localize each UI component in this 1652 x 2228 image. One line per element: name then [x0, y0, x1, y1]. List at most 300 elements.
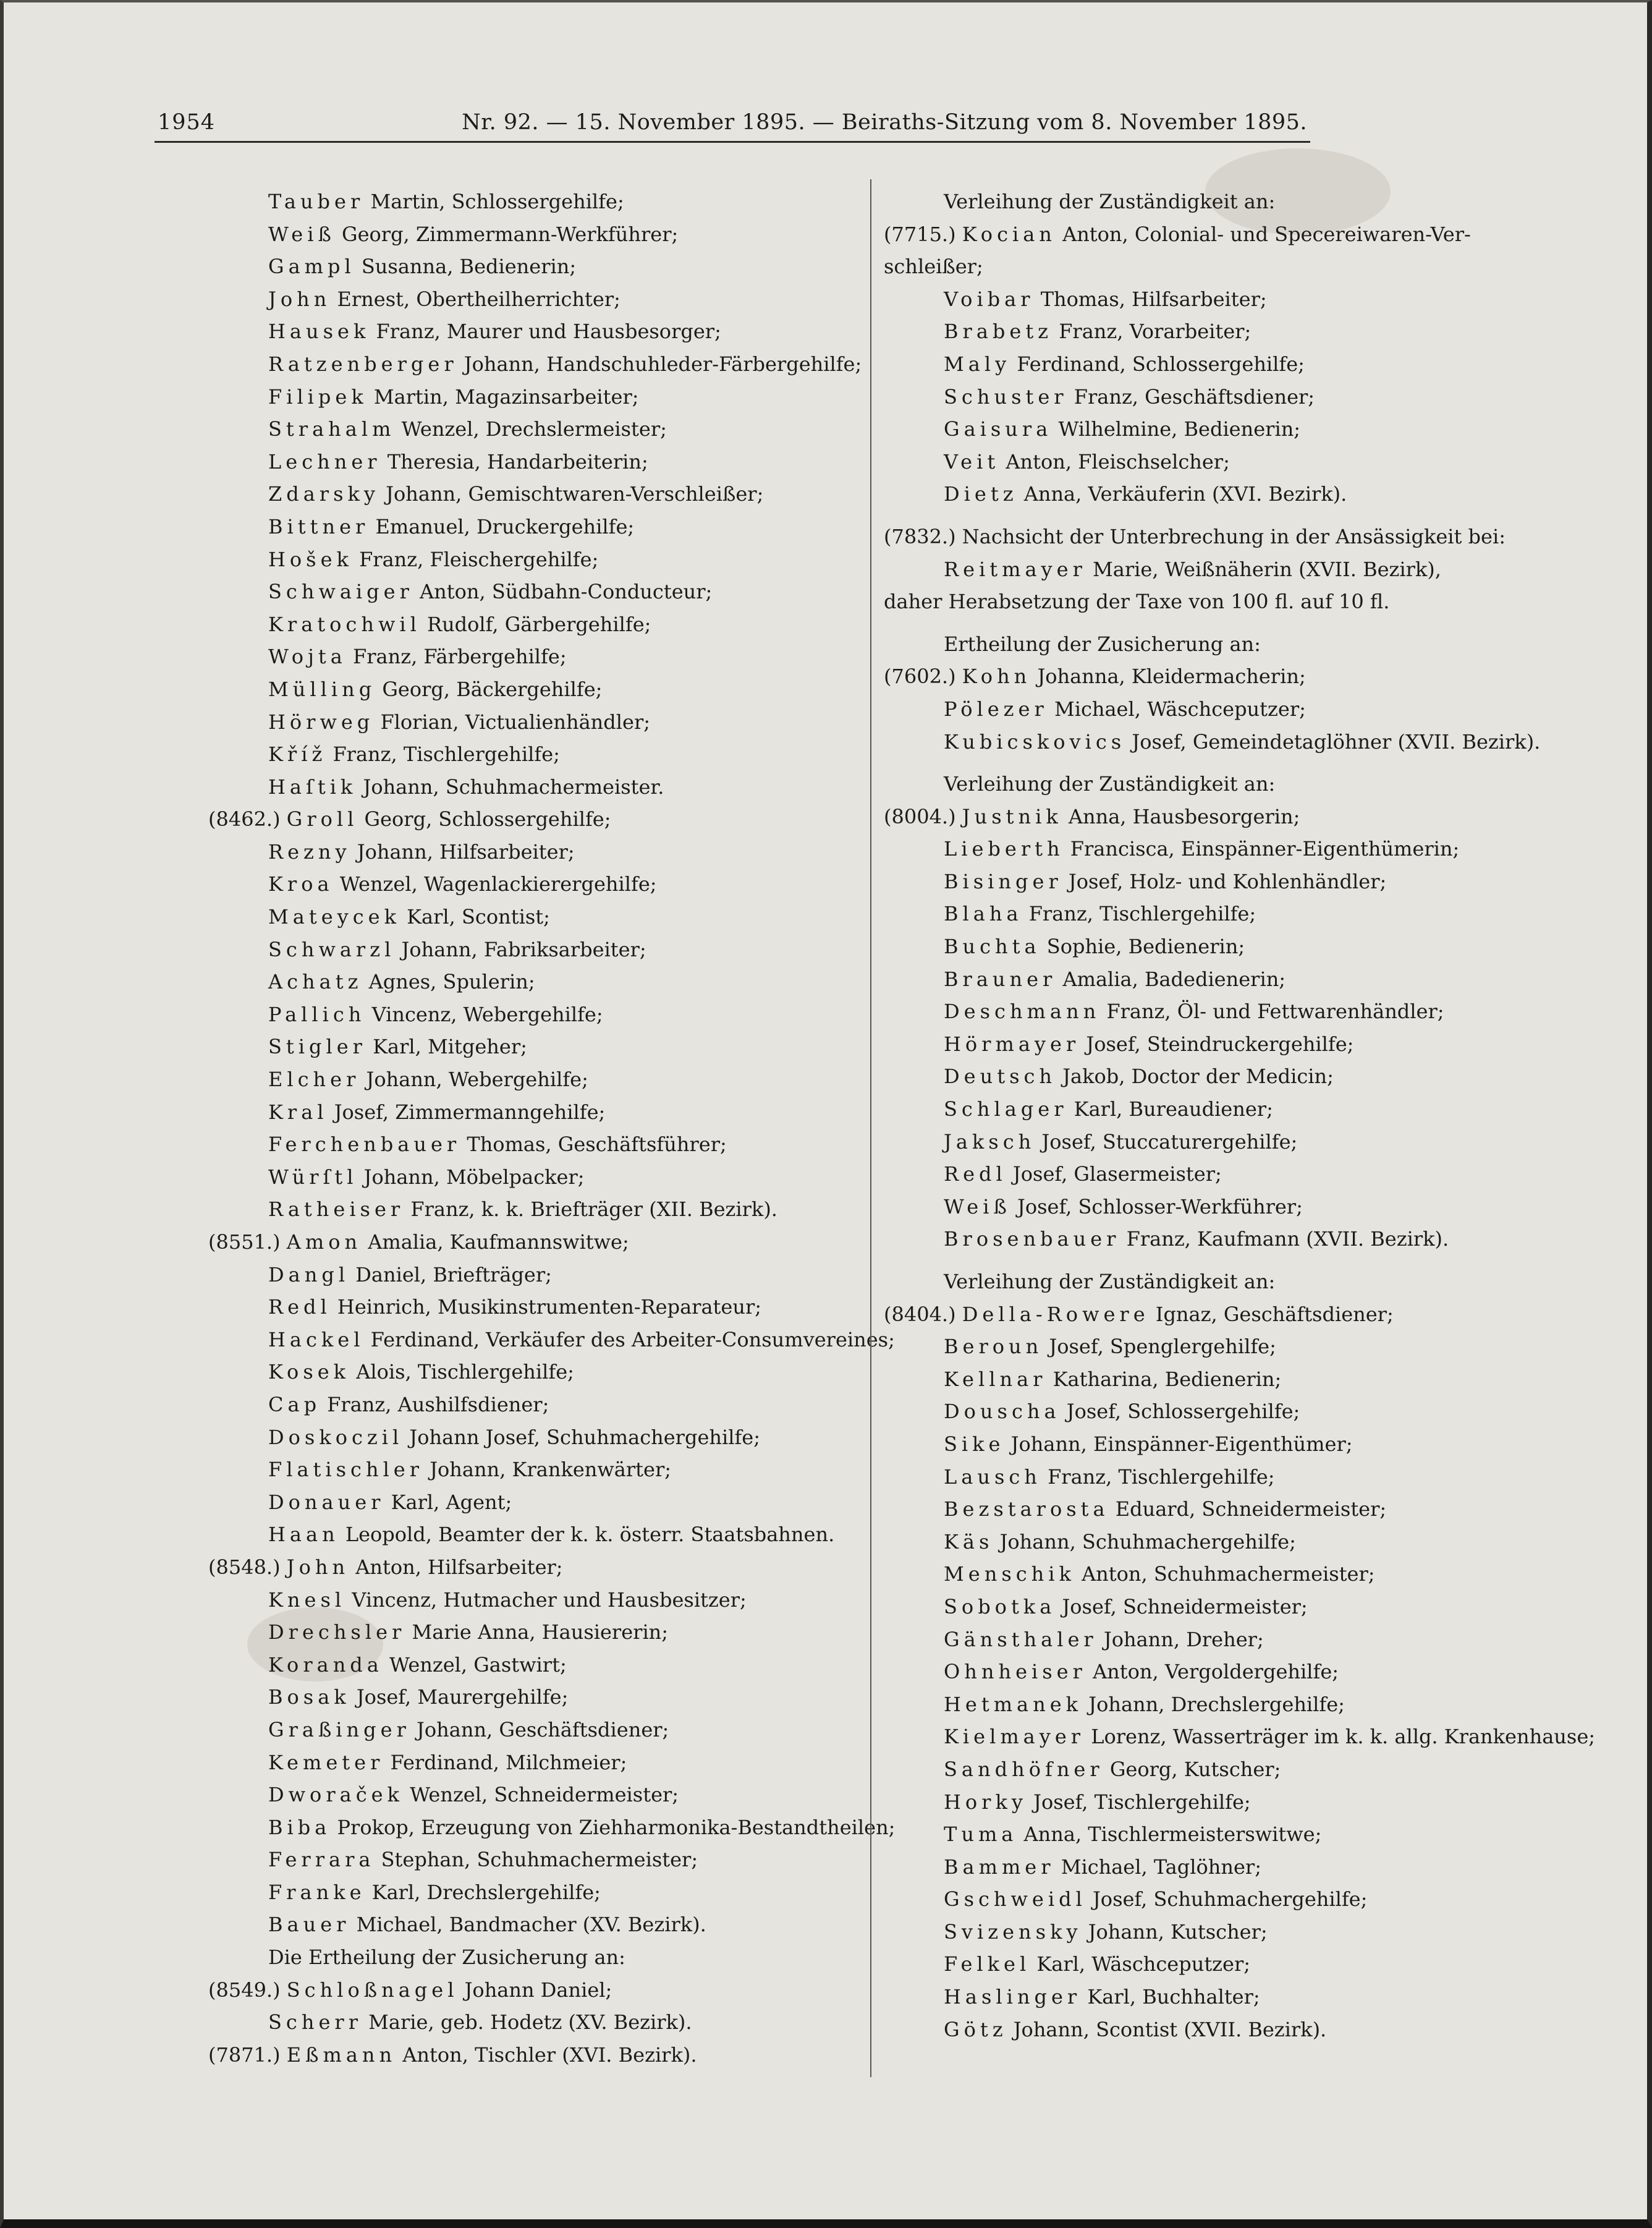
entry-surname: Ferrara [268, 1848, 375, 1872]
entry-surname: Lausch [944, 1465, 1041, 1489]
entry-details: Marie, Weißnäherin (XVII. Bezirk), [1093, 557, 1441, 581]
list-entry [884, 1591, 1598, 1623]
entry-details: Ferdinand, Verkäufer des Arbeiter-Consumvereines; [370, 1327, 895, 1351]
entry-number: (8004.) [884, 804, 956, 828]
entry-surname: Redl [944, 1162, 1007, 1186]
entry-details: Susanna, Bedienerin; [361, 255, 577, 279]
list-entry [208, 250, 845, 283]
entry-number: (8549.) [208, 1978, 281, 2002]
section-heading: Die Ertheilung der Zusicherung an: [268, 1945, 625, 1970]
list-entry [208, 1324, 895, 1356]
entry-surname: Eßmann [286, 2043, 397, 2067]
entry-surname: Jaksch [944, 1129, 1036, 1154]
entry-details: Anna, Tischlermeisterswitwe; [1023, 1822, 1322, 1847]
list-entry [884, 1493, 1598, 1526]
list-entry [884, 1126, 1598, 1159]
list-entry [208, 1974, 845, 2007]
entry-details: Jakob, Doctor der Medicin; [1062, 1065, 1334, 1089]
entry-details: Michael, Bandmacher (XV. Bezirk). [356, 1913, 706, 1937]
list-entry [884, 1916, 1598, 1949]
entry-surname: Gschweidl [944, 1887, 1087, 1911]
entry-details: Johann, Krankenwärter; [430, 1458, 672, 1482]
entry-details: Karl, Drechslergehilfe; [371, 1880, 601, 1904]
entry-details: Franz, Aushilfsdiener; [327, 1392, 549, 1416]
entry-details: Franz, k. k. Briefträger (XII. Bezirk). [410, 1197, 777, 1222]
entry-surname: Filipek [268, 385, 368, 409]
entry-surname: Bosak [268, 1685, 350, 1709]
entry-number: (7832.) [884, 524, 956, 548]
entry-details: Ferdinand, Schlossergehilfe; [1017, 352, 1305, 376]
entry-details: Francisca, Einspänner-Eigenthümerin; [1070, 837, 1460, 861]
list-entry [884, 930, 1598, 963]
entry-details: Josef, Stuccaturergehilfe; [1041, 1129, 1298, 1154]
list-entry [884, 478, 1598, 511]
entry-surname: Brabetz [944, 320, 1053, 344]
list-entry [884, 1298, 1598, 1331]
list-entry [884, 726, 1598, 759]
list-entry [884, 801, 1598, 833]
entry-details: Georg, Kutscher; [1109, 1757, 1281, 1781]
list-entry [208, 771, 845, 804]
entry-surname: Kielmayer [944, 1725, 1085, 1749]
section-heading: Verleihung der Zuständigkeit an: [944, 190, 1276, 213]
list-entry [884, 693, 1598, 726]
page-number: 1954 [158, 110, 216, 135]
list-entry [884, 1428, 1598, 1461]
list-entry [208, 1226, 845, 1259]
entry-surname: Ratzenberger [268, 352, 458, 376]
entry-surname: Donauer [268, 1490, 385, 1514]
list-entry [208, 446, 845, 478]
entry-details: Johann Josef, Schuhmachergehilfe; [409, 1425, 761, 1449]
entry-details: Johann, Webergehilfe; [366, 1068, 588, 1092]
list-entry [208, 381, 845, 414]
entry-surname: Hetmanek [944, 1692, 1083, 1716]
entry-details: Ferdinand, Milchmeier; [390, 1750, 627, 1774]
entry-details: Josef, Gemeindetaglöhner (XVII. Bezirk). [1132, 729, 1541, 754]
list-entry [884, 315, 1598, 348]
entry-details: Wenzel, Drechslermeister; [401, 417, 667, 441]
entry-details: Amalia, Badedienerin; [1062, 967, 1286, 991]
entry-surname: Schloßnagel [286, 1978, 459, 2002]
entry-surname: Hošek [268, 547, 353, 571]
entry-surname: John [268, 287, 331, 311]
entry-details: Georg, Zimmermann-Werkführer; [342, 222, 679, 246]
entry-surname: Ferchenbauer [268, 1133, 461, 1157]
entry-details: Johann, Kutscher; [1088, 1920, 1268, 1944]
list-entry [208, 348, 862, 381]
list-entry [208, 933, 845, 966]
entry-surname: Maly [944, 352, 1011, 376]
list-entry [208, 1031, 845, 1063]
entry-details: Franz, Tischlergehilfe; [1028, 902, 1256, 926]
entry-details: Alois, Tischlergehilfe; [356, 1360, 574, 1384]
list-entry [884, 1720, 1598, 1753]
entry-surname: Zdarsky [268, 482, 379, 506]
entry-details: Wenzel, Schneidermeister; [410, 1783, 679, 1807]
list-entry [884, 1028, 1598, 1061]
entry-surname: Pallich [268, 1002, 366, 1026]
entry-details: Josef, Spenglergehilfe; [1049, 1335, 1276, 1359]
entry-surname: Haslinger [944, 1985, 1082, 2009]
entry-surname: Wojta [268, 645, 347, 669]
entry-surname: Hörweg [268, 710, 375, 734]
entry-details: Heinrich, Musikinstrumenten-Reparateur; [337, 1295, 762, 1319]
entry-details: Anton, Südbahn-Conducteur; [420, 580, 713, 604]
list-entry [208, 1161, 845, 1194]
entry-surname: Knesl [268, 1588, 346, 1612]
entry-surname: Kosek [268, 1360, 350, 1384]
column-divider [870, 179, 871, 2077]
entry-details: Stephan, Schuhmachermeister; [381, 1848, 698, 1872]
list-entry [208, 738, 845, 771]
entry-surname: Justnik [962, 804, 1062, 828]
entry-surname: Cap [268, 1392, 321, 1416]
entry-number: (8462.) [208, 807, 281, 831]
entry-surname: Schlager [944, 1097, 1068, 1121]
entry-details: Karl, Scontist; [407, 905, 550, 929]
entry-details: Josef, Tischlergehilfe; [1033, 1790, 1251, 1814]
list-entry [884, 283, 1598, 316]
entry-details: Daniel, Briefträger; [355, 1262, 552, 1286]
entry-details: Franz, Fleischergehilfe; [359, 547, 599, 571]
entry-surname: Götz [944, 2017, 1007, 2041]
entry-details: Karl, Mitgeher; [373, 1035, 527, 1059]
list-entry [208, 315, 845, 348]
entry-surname: Felkel [944, 1952, 1031, 1976]
entry-details: Johann, Drechslergehilfe; [1088, 1692, 1345, 1716]
entry-surname: Dworaček [268, 1783, 404, 1807]
entry-surname: Reitmayer [944, 557, 1087, 581]
entry-details: Theresia, Handarbeiterin; [387, 449, 648, 474]
entry-details: Johann, Dreher; [1103, 1627, 1264, 1651]
list-entry [208, 478, 845, 511]
entry-surname: Gaisura [944, 417, 1053, 441]
entry-details: Michael, Taglöhner; [1061, 1855, 1261, 1879]
list-entry [208, 543, 845, 576]
entry-surname: Svizensky [944, 1920, 1082, 1944]
list-entry [208, 1616, 845, 1649]
entry-surname: Bezstarosta [944, 1497, 1109, 1521]
entry-details: Johann, Handschuhleder-Färbergehilfe; [464, 352, 862, 376]
entry-details: Josef, Glasermeister; [1012, 1162, 1222, 1186]
continuation-line: schleißer; [884, 255, 983, 279]
entry-surname: Flatischler [268, 1458, 424, 1482]
entry-details: Agnes, Spulerin; [368, 970, 535, 994]
entry-surname: Achatz [268, 970, 363, 994]
entry-surname: Gänsthaler [944, 1627, 1098, 1651]
entry-details: Franz, Tischlergehilfe; [1048, 1465, 1275, 1489]
entry-surname: Kellnar [944, 1367, 1047, 1391]
entry-details: Florian, Victualienhändler; [380, 710, 651, 734]
entry-details: Amalia, Kaufmannswitwe; [368, 1230, 629, 1254]
list-entry [208, 640, 845, 673]
entry-details: Katharina, Bedienerin; [1053, 1367, 1282, 1391]
entry-details: Franz, Vorarbeiter; [1059, 320, 1252, 344]
entry-details: Rudolf, Gärbergehilfe; [426, 612, 651, 636]
entry-number: (8551.) [208, 1230, 281, 1254]
list-entry [208, 1908, 845, 1941]
entry-surname: Tauber [268, 190, 365, 213]
entry-details: Franz, Färbergehilfe; [353, 645, 567, 669]
paragraph-gap [884, 1256, 1598, 1265]
entry-details: Josef, Schlosser-Werkführer; [1017, 1194, 1303, 1218]
entry-surname: Sobotka [944, 1594, 1056, 1618]
list-entry [208, 1193, 845, 1226]
entry-surname: Koranda [268, 1652, 383, 1677]
entry-surname: Ratheiser [268, 1197, 405, 1222]
entry-surname: Haſtik [268, 775, 357, 799]
entry-details: Franz, Maurer und Hausbesorger; [376, 320, 721, 344]
entry-details: Anton, Tischler (XVI. Bezirk). [402, 2043, 697, 2067]
entry-surname: John [286, 1555, 350, 1579]
list-entry [884, 1526, 1598, 1558]
entry-surname: Bittner [268, 514, 370, 538]
list-entry [208, 1843, 845, 1876]
entry-details: Anton, Schuhmachermeister; [1082, 1562, 1375, 1586]
list-entry [884, 1158, 1598, 1191]
entry-surname: Bisinger [944, 869, 1062, 893]
list-entry [208, 836, 845, 869]
entry-details: Thomas, Geschäftsführer; [467, 1133, 727, 1157]
entry-surname: Kemeter [268, 1750, 384, 1774]
entry-surname: Schwarzl [268, 937, 396, 961]
entry-surname: Beroun [944, 1335, 1043, 1359]
section-heading: Verleihung der Zuständigkeit an: [944, 1270, 1276, 1293]
list-entry [884, 1060, 1598, 1093]
entry-details: Johann, Scontist (XVII. Bezirk). [1013, 2017, 1327, 2041]
entry-details: Johann, Schuhmachermeister. [363, 775, 664, 799]
entry-surname: Kříž [268, 742, 327, 767]
entry-details: Michael, Wäschceputzer; [1054, 697, 1306, 721]
entry-details: Johann, Fabriksarbeiter; [401, 937, 646, 961]
entry-details: Anna, Hausbesorgerin; [1068, 804, 1300, 828]
list-entry [208, 1779, 845, 1811]
entry-surname: Douscha [944, 1400, 1061, 1424]
entry-details: Karl, Bureaudiener; [1074, 1097, 1273, 1121]
entry-surname: Käs [944, 1529, 994, 1554]
list-entry [208, 218, 845, 251]
entry-surname: Tuma [944, 1822, 1018, 1847]
entry-details: Johann, Schuhmachergehilfe; [999, 1529, 1296, 1554]
entry-surname: Scherr [268, 2010, 362, 2035]
entry-details: Nachsicht der Unterbrechung in der Ansässigkeit bei: [962, 524, 1506, 548]
entry-number: (8404.) [884, 1302, 956, 1326]
entry-surname: Graßinger [268, 1717, 410, 1741]
entry-surname: Kocian [962, 222, 1056, 246]
list-entry [208, 608, 845, 641]
entry-surname: Weiß [944, 1194, 1011, 1218]
list-entry [884, 995, 1598, 1028]
entry-surname: Brosenbauer [944, 1227, 1120, 1251]
entry-details: Josef, Steindruckergehilfe; [1086, 1032, 1354, 1056]
list-entry [208, 1584, 845, 1617]
entry-surname: Brauner [944, 967, 1057, 991]
entry-details: Johann Daniel; [464, 1978, 612, 2002]
entry-details: Johanna, Kleidermacherin; [1037, 665, 1306, 689]
list-entry [208, 1291, 845, 1324]
entry-surname: Strahalm [268, 417, 396, 441]
entry-surname: Ohnheiser [944, 1660, 1087, 1684]
paragraph-gap [884, 758, 1598, 768]
section-heading: Ertheilung der Zusicherung an: [944, 632, 1261, 656]
entry-details: Prokop, Erzeugung von Ziehharmonika-Bestandtheilen; [337, 1815, 896, 1839]
entry-details: Martin, Magazinsarbeiter; [373, 385, 639, 409]
entry-details: Georg, Bäckergehilfe; [382, 677, 603, 701]
entry-details: Karl, Buchhalter; [1087, 1985, 1260, 2009]
entry-surname: Voibar [944, 287, 1035, 311]
entry-details: Vincenz, Hutmacher und Hausbesitzer; [352, 1588, 747, 1612]
entry-surname: Deschmann [944, 1000, 1101, 1024]
entry-details: Vincenz, Webergehilfe; [371, 1002, 603, 1026]
running-title: Nr. 92. — 15. November 1895. — Beiraths-Sitzung vom 8. November 1895. [462, 110, 1307, 135]
right-column [884, 185, 1598, 2046]
list-entry [884, 1753, 1598, 1786]
entry-surname: Kroa [268, 872, 334, 896]
list-entry [884, 898, 1598, 930]
list-entry [208, 1714, 845, 1746]
entry-surname: Mülling [268, 677, 376, 701]
entry-details: Franz, Geschäftsdiener; [1074, 385, 1315, 409]
entry-details: Anton, Hilfsarbeiter; [355, 1555, 563, 1579]
list-entry [884, 1395, 1598, 1428]
entry-surname: Blaha [944, 902, 1023, 926]
entry-number: (7871.) [208, 2043, 281, 2067]
list-entry [208, 966, 845, 998]
page-header [158, 110, 1307, 142]
entry-surname: Deutsch [944, 1065, 1057, 1089]
list-entry [884, 865, 1598, 898]
entry-details: Anton, Fleischselcher; [1006, 449, 1230, 474]
list-entry [208, 706, 845, 739]
list-entry [208, 998, 845, 1031]
list-entry [208, 1486, 845, 1519]
entry-details: Franz, Kaufmann (XVII. Bezirk). [1126, 1227, 1449, 1251]
entry-surname: Hörmayer [944, 1032, 1080, 1056]
list-entry [884, 660, 1598, 693]
list-entry [884, 1461, 1598, 1494]
entry-details: Josef, Schlossergehilfe; [1066, 1400, 1300, 1424]
entry-details: Johann, Hilfsarbeiter; [357, 840, 575, 864]
list-entry [884, 553, 1598, 586]
list-entry [208, 1259, 845, 1291]
entry-surname: Lechner [268, 449, 381, 474]
list-entry [208, 803, 845, 836]
list-entry [208, 1128, 845, 1161]
list-entry [208, 413, 845, 446]
list-entry [208, 1063, 845, 1096]
list-entry [208, 1096, 845, 1129]
entry-surname: Biba [268, 1815, 331, 1839]
entry-surname: Kratochwil [268, 612, 421, 636]
entry-details: Emanuel, Druckergehilfe; [375, 514, 635, 538]
entry-surname: Groll [286, 807, 358, 831]
list-entry [208, 185, 845, 218]
entry-surname: Sike [944, 1432, 1005, 1456]
list-entry [884, 1093, 1598, 1126]
list-entry [208, 283, 845, 316]
entry-surname: Veit [944, 449, 1000, 474]
entry-details: Anton, Vergoldergehilfe; [1093, 1660, 1339, 1684]
list-entry [884, 1883, 1598, 1916]
list-entry [884, 1558, 1598, 1591]
list-entry [208, 576, 845, 608]
entry-details: Georg, Schlossergehilfe; [364, 807, 611, 831]
section-heading: Verleihung der Zuständigkeit an: [944, 772, 1276, 796]
entry-details: Thomas, Hilfsarbeiter; [1040, 287, 1267, 311]
list-entry [208, 673, 845, 706]
entry-surname: Rezny [268, 840, 351, 864]
entry-surname: Schuster [944, 385, 1068, 409]
list-entry [884, 521, 1598, 553]
entry-surname: Kubicskovics [944, 729, 1126, 754]
list-entry [208, 2039, 845, 2072]
header-rule [155, 141, 1310, 143]
entry-number: (7715.) [884, 222, 956, 246]
list-entry [208, 1356, 845, 1388]
entry-surname: Schwaiger [268, 580, 413, 604]
entry-number: (7602.) [884, 665, 956, 689]
entry-surname: Redl [268, 1295, 331, 1319]
entry-details: Lorenz, Wasserträger im k. k. allg. Krankenhause; [1091, 1725, 1596, 1749]
entry-surname: Bauer [268, 1913, 350, 1937]
entry-surname: Bammer [944, 1855, 1055, 1879]
entry-surname: Weiß [268, 222, 336, 246]
entry-details: Johann, Möbelpacker; [363, 1165, 585, 1189]
entry-surname: Drechsler [268, 1620, 406, 1644]
list-entry [884, 348, 1598, 381]
entry-surname: Kohn [962, 665, 1031, 689]
list-entry [884, 1191, 1598, 1223]
entry-details: Josef, Zimmermanngehilfe; [334, 1100, 606, 1124]
list-entry [208, 901, 845, 933]
list-entry [208, 1421, 845, 1454]
entry-surname: Hackel [268, 1327, 365, 1351]
list-entry [884, 2013, 1598, 2046]
left-column [208, 185, 896, 2071]
entry-details: Karl, Wäschceputzer; [1036, 1952, 1251, 1976]
entry-surname: Kral [268, 1100, 328, 1124]
entry-details: Franz, Tischlergehilfe; [333, 742, 560, 767]
list-entry [884, 381, 1598, 414]
entry-number: (8548.) [208, 1555, 281, 1579]
entry-details: Josef, Holz- und Kohlenhändler; [1068, 869, 1387, 893]
entry-surname: Hausek [268, 320, 370, 344]
entry-details: Sophie, Bedienerin; [1046, 935, 1245, 959]
entry-details: Wenzel, Gastwirt; [389, 1652, 567, 1677]
list-entry [208, 1388, 845, 1421]
entry-surname: Stigler [268, 1035, 366, 1059]
entry-surname: Horky [944, 1790, 1027, 1814]
list-entry [884, 1363, 1598, 1396]
list-entry [884, 1981, 1598, 2013]
entry-surname: Doskoczil [268, 1425, 404, 1449]
list-entry [884, 1623, 1598, 1656]
list-entry [208, 868, 845, 901]
list-entry [208, 1551, 845, 1584]
continuation-line: daher Herabsetzung der Taxe von 100 fl. auf 10 fl. [884, 590, 1390, 614]
list-entry [884, 1656, 1598, 1688]
entry-details: Anna, Verkäuferin (XVI. Bezirk). [1023, 482, 1347, 506]
entry-details: Johann, Einspänner-Eigenthümer; [1010, 1432, 1353, 1456]
list-entry [208, 1876, 845, 1909]
entry-details: Leopold, Beamter der k. k. österr. Staatsbahnen. [345, 1523, 835, 1547]
entry-details: Marie, geb. Hodetz (XV. Bezirk). [368, 2010, 692, 2035]
entry-surname: Amon [286, 1230, 362, 1254]
list-entry [884, 833, 1598, 865]
list-entry [884, 218, 1598, 251]
list-entry [884, 1330, 1598, 1363]
